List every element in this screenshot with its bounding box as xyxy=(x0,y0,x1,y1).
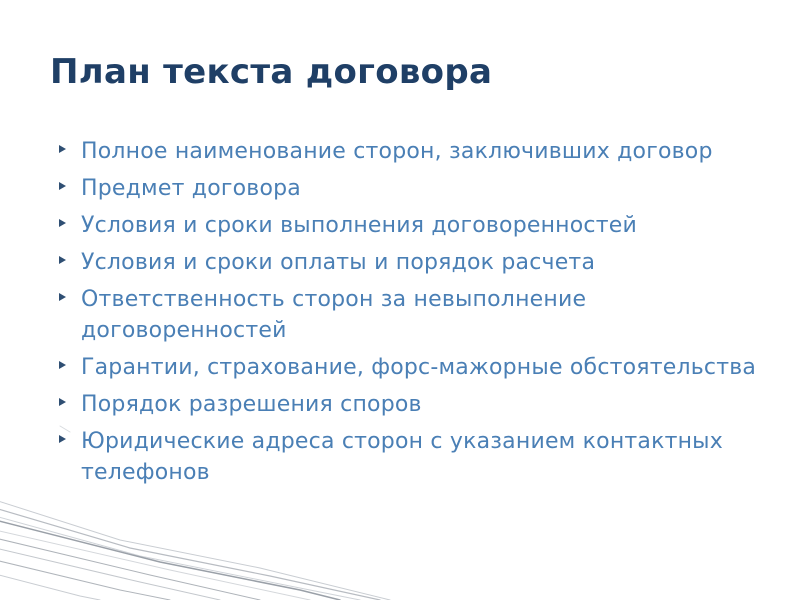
list-item xyxy=(58,389,758,420)
bullet-text: Предмет договора xyxy=(81,176,301,201)
triangle-bullet-icon xyxy=(59,145,66,153)
triangle-bullet-icon xyxy=(59,256,66,264)
bullet-text: Ответственность сторон за невыполнение договоренностей xyxy=(81,287,587,343)
bullet-list xyxy=(58,136,758,494)
list-item xyxy=(58,352,758,383)
bullet-text: Юридические адреса сторон с указанием контактных телефонов xyxy=(81,429,723,485)
bullet-text: Условия и сроки оплаты и порядок расчета xyxy=(81,250,596,275)
list-item xyxy=(58,136,758,167)
list-item xyxy=(58,426,758,488)
list-item xyxy=(58,210,758,241)
list-item xyxy=(58,284,758,346)
triangle-bullet-icon xyxy=(59,293,66,301)
triangle-bullet-icon xyxy=(59,361,66,369)
bullet-text: Полное наименование сторон, заключивших договор xyxy=(81,139,713,164)
bullet-text: Порядок разрешения споров xyxy=(81,392,422,417)
triangle-bullet-icon xyxy=(59,398,66,406)
triangle-bullet-icon xyxy=(59,219,66,227)
list-item xyxy=(58,173,758,204)
slide-title: План текста договора xyxy=(50,52,493,92)
triangle-bullet-icon xyxy=(59,182,66,190)
bullet-text: Гарантии, страхование, форс-мажорные обстоятельства xyxy=(81,355,757,380)
bullet-text: Условия и сроки выполнения договоренностей xyxy=(81,213,637,238)
list-item xyxy=(58,247,758,278)
triangle-bullet-icon xyxy=(59,435,66,443)
